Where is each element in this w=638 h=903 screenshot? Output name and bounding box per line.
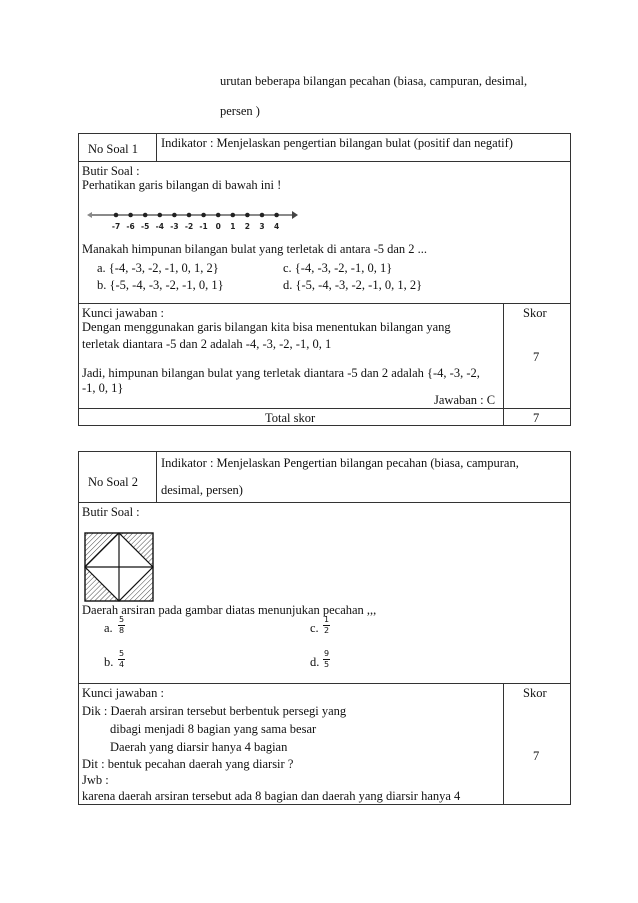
q1-indikator: Indikator : Menjelaskan pengertian bilangan bulat (positif dan negatif)	[161, 136, 513, 150]
number-line-point	[172, 213, 177, 218]
q1-kunci-label: Kunci jawaban :	[82, 306, 164, 320]
q2-option-c-denominator: 2	[323, 626, 330, 635]
number-line-point	[260, 213, 265, 218]
q1-no-soal: No Soal 1	[88, 142, 138, 156]
q2-option-d-numerator: 9	[323, 649, 330, 658]
number-line-tick-label: -6	[126, 222, 135, 231]
q2-skor-value: 7	[533, 749, 540, 763]
q2-option-d-label: d.	[310, 655, 320, 669]
number-line-tick-label: -5	[141, 222, 150, 231]
number-line-point	[245, 213, 250, 218]
q2-option-b-denominator: 4	[118, 660, 125, 669]
q2-option-a-numerator: 5	[118, 615, 125, 624]
q2-skor-label: Skor	[523, 686, 547, 700]
q2-header-col-divider	[156, 451, 157, 502]
number-line-tick-label: 1	[230, 222, 236, 231]
q2-dit-line: Dit : bentuk pecahan daerah yang diarsir ?	[82, 757, 294, 771]
q1-skor-label: Skor	[523, 306, 547, 320]
q2-jwb-label: Jwb :	[82, 773, 109, 787]
q2-question: Daerah arsiran pada gambar diatas menunjukan pecahan ,,,	[82, 603, 377, 617]
q1-total-value: 7	[533, 411, 540, 425]
q1-skor-value: 7	[533, 350, 540, 364]
number-line-tick-label: -4	[155, 222, 164, 231]
q2-option-a-fraction	[118, 615, 125, 636]
q1-kunci-line-3: Jadi, himpunan bilangan bulat yang terletak diantara -5 dan 2 adalah {-4, -3, -2,	[82, 366, 480, 380]
q1-option-c: c. {-4, -3, -2, -1, 0, 1}	[283, 261, 393, 275]
q2-option-c-label: c.	[310, 621, 319, 635]
number-line-tick-label: 4	[273, 222, 280, 231]
number-line-point	[231, 213, 236, 218]
number-line-tick-label: -3	[170, 222, 179, 231]
intro-line-2: persen )	[220, 104, 260, 118]
number-line-point	[158, 213, 163, 218]
q1-kunci-line-4: -1, 0, 1}	[82, 381, 124, 395]
number-line-tick-label: 3	[259, 222, 265, 231]
q1-header-col-divider	[156, 133, 157, 161]
q1-kunci-line-2: terletak diantara -5 dan 2 adalah -4, -3, -2, -1, 0, 1	[82, 337, 332, 351]
number-line-tick-label: -7	[111, 222, 121, 231]
q1-butir-label: Butir Soal :	[82, 164, 140, 178]
q1-total-col-divider	[503, 408, 504, 426]
q1-option-b: b. {-5, -4, -3, -2, -1, 0, 1}	[97, 278, 224, 292]
number-line-tick-label: 2	[244, 222, 251, 231]
number-line-point	[128, 213, 133, 218]
q1-option-a: a. {-4, -3, -2, -1, 0, 1, 2}	[97, 261, 219, 275]
q2-header-divider	[78, 502, 571, 503]
q2-option-b-numerator: 5	[118, 649, 125, 658]
q1-header-divider	[78, 161, 571, 162]
number-line-point	[114, 213, 119, 218]
intro-line-1: urutan beberapa bilangan pecahan (biasa, campuran, desimal,	[220, 74, 528, 88]
q2-option-b-label: b.	[104, 655, 114, 669]
q2-option-a-denominator: 8	[118, 626, 125, 635]
number-line-point	[274, 213, 279, 218]
q1-option-d: d. {-5, -4, -3, -2, -1, 0, 1, 2}	[283, 278, 423, 292]
q2-option-d-fraction	[323, 649, 330, 670]
number-line-point	[216, 213, 221, 218]
number-line-point	[187, 213, 192, 218]
q2-jwb-line: karena daerah arsiran tersebut ada 8 bagian dan daerah yang diarsir hanya 4	[82, 789, 461, 803]
number-line-tick-label: -1	[199, 222, 208, 231]
q2-kunci-label: Kunci jawaban :	[82, 686, 164, 700]
q2-dik-line-2: dibagi menjadi 8 bagian yang sama besar	[110, 722, 317, 736]
number-line-point	[143, 213, 148, 218]
number-line-point	[201, 213, 206, 218]
number-line-tick-label: -2	[184, 222, 194, 231]
q1-kunci-line-1: Dengan menggunakan garis bilangan kita bisa menentukan bilangan yang	[82, 320, 451, 334]
q2-option-d-denominator: 5	[323, 660, 330, 669]
number-line-tick-label: 0	[215, 222, 221, 231]
q2-option-a-label: a.	[104, 621, 113, 635]
q2-option-c-numerator: 1	[323, 615, 330, 624]
q1-total-divider	[78, 408, 571, 409]
q2-butir-label: Butir Soal :	[82, 505, 140, 519]
q2-skor-col-divider	[503, 683, 504, 805]
q1-instruction: Perhatikan garis bilangan di bawah ini !	[82, 178, 282, 192]
q2-dik-line-3: Daerah yang diarsir hanya 4 bagian	[110, 740, 288, 754]
hatched-square-figure	[84, 532, 154, 602]
q1-butir-divider	[78, 303, 571, 304]
q1-total-label: Total skor	[265, 411, 316, 425]
q2-indikator-line-1: Indikator : Menjelaskan Pengertian bilangan pecahan (biasa, campuran,	[161, 456, 519, 470]
q1-skor-col-divider	[503, 303, 504, 408]
number-line	[86, 206, 298, 232]
q1-question: Manakah himpunan bilangan bulat yang terletak di antara -5 dan 2 ...	[82, 242, 428, 256]
q2-butir-divider	[78, 683, 571, 684]
q2-dik-line-1: Dik : Daerah arsiran tersebut berbentuk persegi yang	[82, 704, 347, 718]
q1-jawaban: Jawaban : C	[434, 393, 496, 407]
q2-indikator-line-2: desimal, persen)	[161, 483, 243, 497]
q2-option-b-fraction	[118, 649, 125, 670]
q2-no-soal: No Soal 2	[88, 475, 138, 489]
q2-option-c-fraction	[323, 615, 330, 636]
